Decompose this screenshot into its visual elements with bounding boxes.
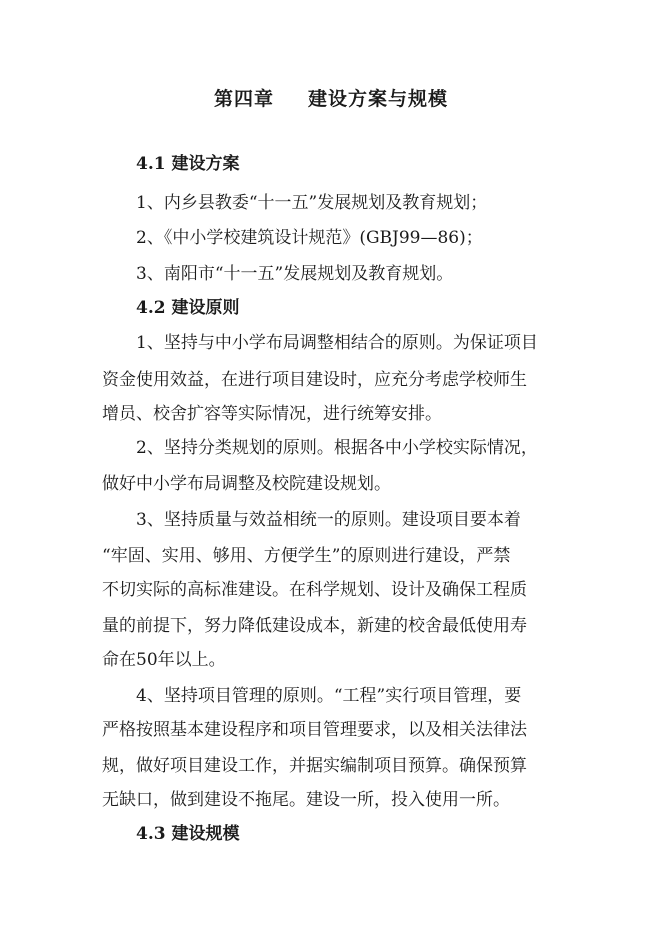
- section-heading-4-1: 4.1 建设方案: [136, 154, 240, 174]
- chapter-title: [0, 84, 662, 111]
- reference-item: 2、《中小学校建筑设计规范》(GBJ99—86)；: [136, 228, 483, 248]
- reference-item: 1、内乡县教委“十一五”发展规划及教育规划；: [136, 193, 488, 213]
- paragraph-line: 增员、校舍扩容等实际情况，进行统筹安排。: [102, 404, 442, 424]
- paragraph-line: 4、坚持项目管理的原则。“工程”实行项目管理，要: [136, 686, 522, 706]
- paragraph-line: 无缺口，做到建设不拖尾。建设一所，投入使用一所。: [102, 790, 510, 810]
- paragraph-line: 量的前提下，努力降低建设成本，新建的校舍最低使用寿: [102, 616, 527, 636]
- paragraph-line: 严格按照基本建设程序和项目管理要求，以及相关法律法: [102, 720, 527, 740]
- paragraph-line: 1、坚持与中小学布局调整相结合的原则。为保证项目: [136, 333, 538, 353]
- section-heading-4-3: 4.3 建设规模: [136, 824, 240, 844]
- paragraph-line: “牢固、实用、够用、方便学生”的原则进行建设，严禁: [102, 546, 511, 566]
- paragraph-line: 命在50年以上。: [102, 650, 226, 670]
- paragraph-line: 不切实际的高标准建设。在科学规划、设计及确保工程质: [102, 580, 527, 600]
- paragraph-line: 3、坚持质量与效益相统一的原则。建设项目要本着: [136, 510, 521, 530]
- paragraph-line: 规，做好项目建设工作，并据实编制项目预算。确保预算: [102, 756, 527, 776]
- reference-item: 3、南阳市“十一五”发展规划及教育规划。: [136, 264, 454, 284]
- paragraph-line: 做好中小学布局调整及校院建设规划。: [102, 474, 391, 494]
- section-heading-4-2: 4.2 建设原则: [136, 298, 240, 318]
- paragraph-line: 资金使用效益，在进行项目建设时，应充分考虑学校师生: [102, 370, 527, 390]
- paragraph-line: 2、坚持分类规划的原则。根据各中小学校实际情况，: [136, 438, 538, 458]
- chapter-number: 第四章: [213, 88, 274, 110]
- chapter-name: 建设方案与规模: [308, 88, 449, 110]
